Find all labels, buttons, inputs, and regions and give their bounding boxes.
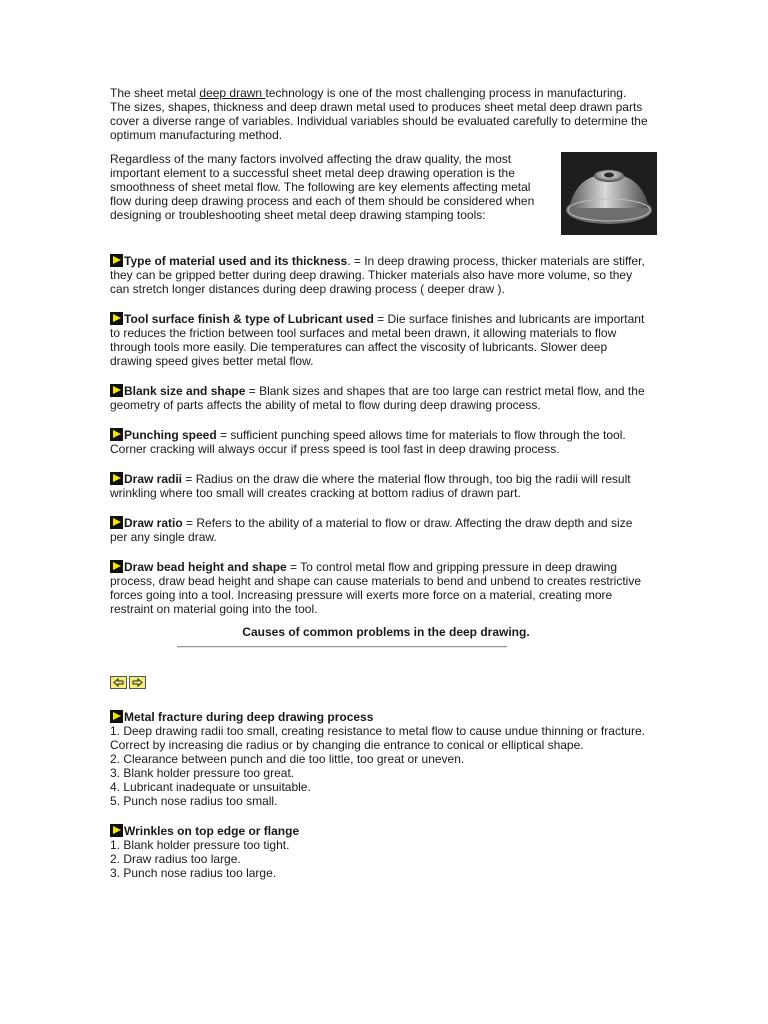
nav-icon-group (110, 676, 650, 690)
factor-term: Type of material used and its thickness (124, 254, 348, 268)
factor-term: Draw radii (124, 472, 183, 486)
section-heading: Causes of common problems in the deep drawing. (242, 625, 530, 639)
arrow-bullet-icon (110, 824, 123, 837)
deep-drawn-link[interactable]: deep drawn (199, 86, 266, 100)
problem-title: Wrinkles on top edge or flange (124, 824, 300, 838)
deep-drawn-part-photo (561, 152, 657, 235)
intro-paragraph-1 (110, 86, 650, 142)
arrow-bullet-icon (110, 472, 123, 485)
problem-cause: 1. Blank holder pressure too tight. (110, 838, 290, 852)
problem-cause: 2. Draw radius too large. (110, 852, 241, 866)
factor-item (110, 384, 650, 412)
back-nav-icon[interactable] (110, 676, 127, 689)
arrow-bullet-icon (110, 710, 123, 723)
factor-text: = Refers to the ability of a material to flow or draw. Affecting the draw depth and size per any single draw. (110, 516, 633, 544)
factor-item (110, 516, 650, 544)
arrow-bullet-icon (110, 516, 123, 529)
problem-cause: 2. Clearance between punch and die too little, too great or uneven. (110, 752, 465, 766)
arrow-bullet-icon (110, 312, 123, 325)
intro-text-after-link: technology is one of the most challenging process in manufacturing. The sizes, shapes, thickness and deep drawn metal used to produces sheet metal deep drawn parts cover a diverse range of variables. Individual variables should be evaluated carefully to determine the optimum manufacturing method. (110, 86, 648, 142)
factor-term: Draw ratio (124, 516, 183, 530)
problem-cause: 1. Deep drawing radii too small, creating resistance to metal flow to cause undue thinning or fracture. Correct by increasing die radius or by changing die entrance to conical or elliptical shape. (110, 724, 645, 752)
arrow-bullet-icon (110, 384, 123, 397)
factor-term: Draw bead height and shape (124, 560, 287, 574)
intro-text-before-link: The sheet metal (110, 86, 200, 100)
factor-item (110, 428, 650, 456)
factor-term: Tool surface finish & type of Lubricant used (124, 312, 374, 326)
intro-paragraph-2: Regardless of the many factors involved affecting the draw quality, the most important element to a successful sheet metal deep drawing operation is the smoothness of sheet metal flow. The following are key elements affecting metal flow during deep drawing process and each of them should be considered when designing or troubleshooting sheet metal deep drawing stamping tools: (110, 152, 535, 222)
factor-text: = Die surface finishes and lubricants are important to reduces the friction between tool surfaces and metal been drawn, it allowing materials to flow through tools more easily. Die temperatures can affect the viscosity of lubricants. Slower deep drawing speed gives better metal flow. (110, 312, 645, 368)
problem-block (110, 710, 650, 808)
horizontal-divider (177, 646, 507, 648)
factor-term: Blank size and shape (124, 384, 246, 398)
problem-cause: 5. Punch nose radius too small. (110, 794, 278, 808)
arrow-bullet-icon (110, 254, 123, 267)
problem-cause: 4. Lubricant inadequate or unsuitable. (110, 780, 311, 794)
factor-text: = To control metal flow and gripping pressure in deep drawing process, draw bead height and shape can cause materials to bend and unbend to creates restrictive forces going into a tool. Increasing pressure will exerts more force on a material, creating more restraint on material going into the tool. (110, 560, 641, 616)
problem-cause: 3. Blank holder pressure too great. (110, 766, 295, 780)
factor-item (110, 312, 650, 368)
factor-text: . = In deep drawing process, thicker materials are stiffer, they can be gripped better during deep drawing. Thicker materials also have more volume, so they can stretch longer distances during deep drawing process ( deeper draw ). (110, 254, 645, 296)
factor-term: Punching speed (124, 428, 217, 442)
intro-section-2 (110, 152, 650, 238)
factor-item (110, 560, 650, 616)
document-page (110, 86, 650, 896)
factor-text: = Blank sizes and shapes that are too large can restrict metal flow, and the geometry of parts affects the ability of metal to flow during deep drawing process. (110, 384, 645, 412)
factor-item (110, 472, 650, 500)
arrow-bullet-icon (110, 428, 123, 441)
problem-block (110, 824, 650, 880)
problem-title: Metal fracture during deep drawing process (124, 710, 374, 724)
factor-text: = Radius on the draw die where the material flow through, too big the radii will result wrinkling where too small will creates cracking at bottom radius of drawn part. (110, 472, 631, 500)
factor-text: = sufficient punching speed allows time for materials to flow through the tool. Corner cracking will always occur if press speed is tool fast in deep drawing process. (110, 428, 626, 456)
problem-cause: 3. Punch nose radius too large. (110, 866, 277, 880)
forward-nav-icon[interactable] (129, 676, 146, 689)
arrow-bullet-icon (110, 560, 123, 573)
factor-item (110, 254, 650, 296)
